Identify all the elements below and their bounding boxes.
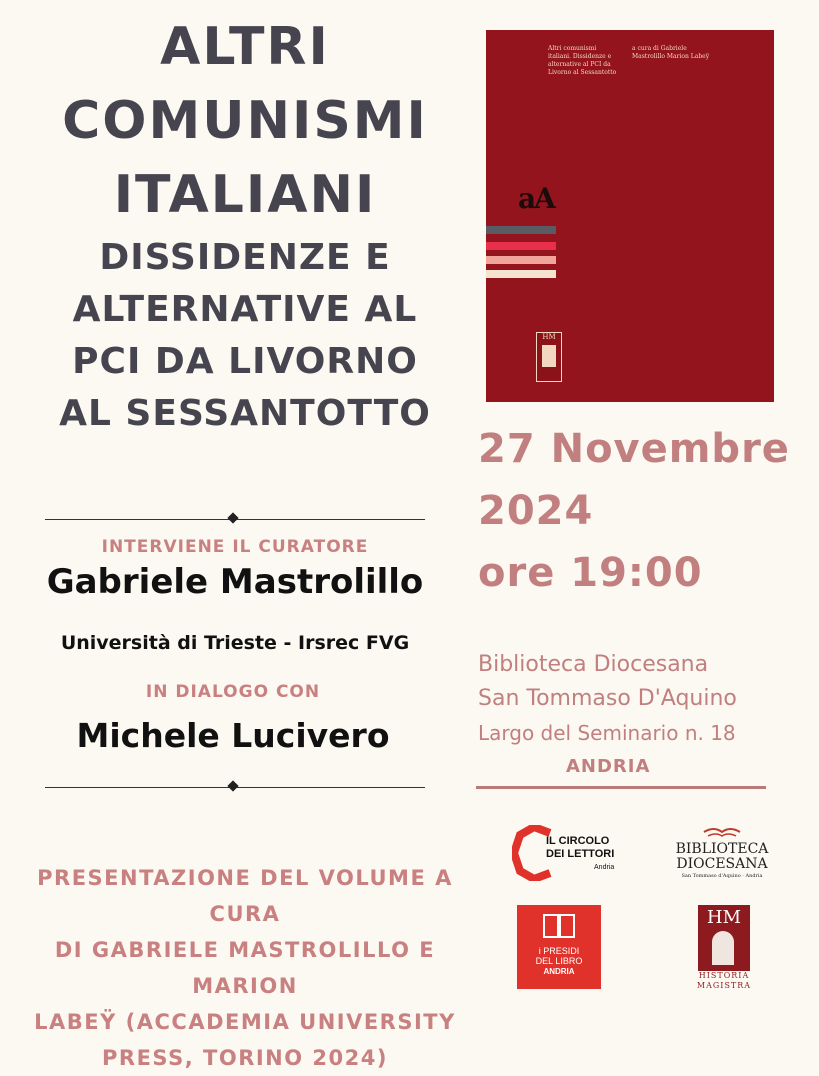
biblioteca-name: BIBLIOTECA [675, 841, 769, 857]
footer-line: DI GABRIELE MASTROLILLO E MARION [54, 938, 436, 998]
cover-stripe [486, 270, 556, 278]
presidi-name: DEL LIBRO [535, 956, 583, 966]
footer-line: PRESS, TORINO 2024) [102, 1046, 388, 1070]
divider [45, 787, 425, 788]
cover-title: Altri comunismi italiani. Dissidenze e alternative al PCI da Livorno al Sessantotto [548, 45, 617, 76]
cover-hm-logo: HM [536, 332, 562, 382]
circolo-name: DEI LETTORI [546, 848, 615, 860]
presidi-city: ANDRIA [543, 967, 575, 976]
open-book-icon [702, 826, 742, 838]
guest-name: Michele Lucivero [76, 716, 390, 755]
volume-presentation-text [10, 860, 480, 1076]
cover-stripe [486, 256, 556, 264]
hm-name: HISTORIA [698, 971, 750, 980]
divider [45, 519, 425, 520]
cover-brand: aA [518, 182, 554, 215]
subtitle-line: AL SESSANTOTTO [59, 393, 431, 434]
circolo-city: Andria [594, 864, 615, 871]
venue-address: Largo del Seminario n. 18 [478, 721, 736, 745]
curator-intro: INTERVIENE IL CURATORE [101, 537, 369, 557]
footer-line: LABEŸ (ACCADEMIA UNIVERSITY [34, 1010, 456, 1034]
cover-stripe [486, 242, 556, 250]
biblioteca-diocesana-logo [672, 823, 772, 893]
curator-affiliation: Università di Trieste - Irsrec FVG [60, 632, 410, 654]
title-line: COMUNISMI [62, 91, 428, 151]
date-line: 27 Novembre [478, 426, 790, 472]
circolo-name: IL CIRCOLO [546, 835, 610, 847]
book-icon [542, 911, 576, 941]
hm-mark: HM [706, 907, 742, 928]
divider-rule [476, 786, 766, 789]
venue-name: San Tommaso D'Aquino [478, 686, 737, 711]
presidi-libro-logo [517, 905, 601, 989]
event-time: ore 19:00 [478, 550, 703, 596]
biblioteca-sub: San Tommaso d'Aquino · Andria [681, 873, 763, 879]
cover-editors: a cura di Gabriele Mastrolillo Marion Labeÿ [632, 45, 710, 60]
subtitle-line: DISSIDENZE E [99, 237, 391, 278]
historia-magistra-logo [696, 905, 752, 1001]
book-cover-image [486, 30, 774, 402]
presidi-name: i PRESIDI [538, 946, 580, 956]
venue [478, 648, 737, 784]
event-title [0, 10, 490, 440]
title-line: ALTRI [160, 17, 330, 77]
date-line: 2024 [478, 488, 594, 534]
footer-line: PRESENTAZIONE DEL VOLUME A CURA [37, 866, 453, 926]
biblioteca-name: DIOCESANA [676, 856, 768, 872]
cover-stripe [486, 226, 556, 234]
event-date [478, 418, 790, 604]
hm-name: MAGISTRA [696, 981, 752, 990]
circolo-lettori-logo [512, 823, 622, 885]
subtitle-line: PCI DA LIVORNO [72, 341, 418, 382]
subtitle-line: ALTERNATIVE AL [72, 289, 418, 330]
title-line: ITALIANI [113, 165, 377, 225]
curator-name: Gabriele Mastrolillo [46, 562, 424, 602]
dialog-intro: IN DIALOGO CON [145, 682, 321, 702]
venue-name: Biblioteca Diocesana [478, 652, 709, 677]
venue-city: ANDRIA [566, 756, 651, 777]
